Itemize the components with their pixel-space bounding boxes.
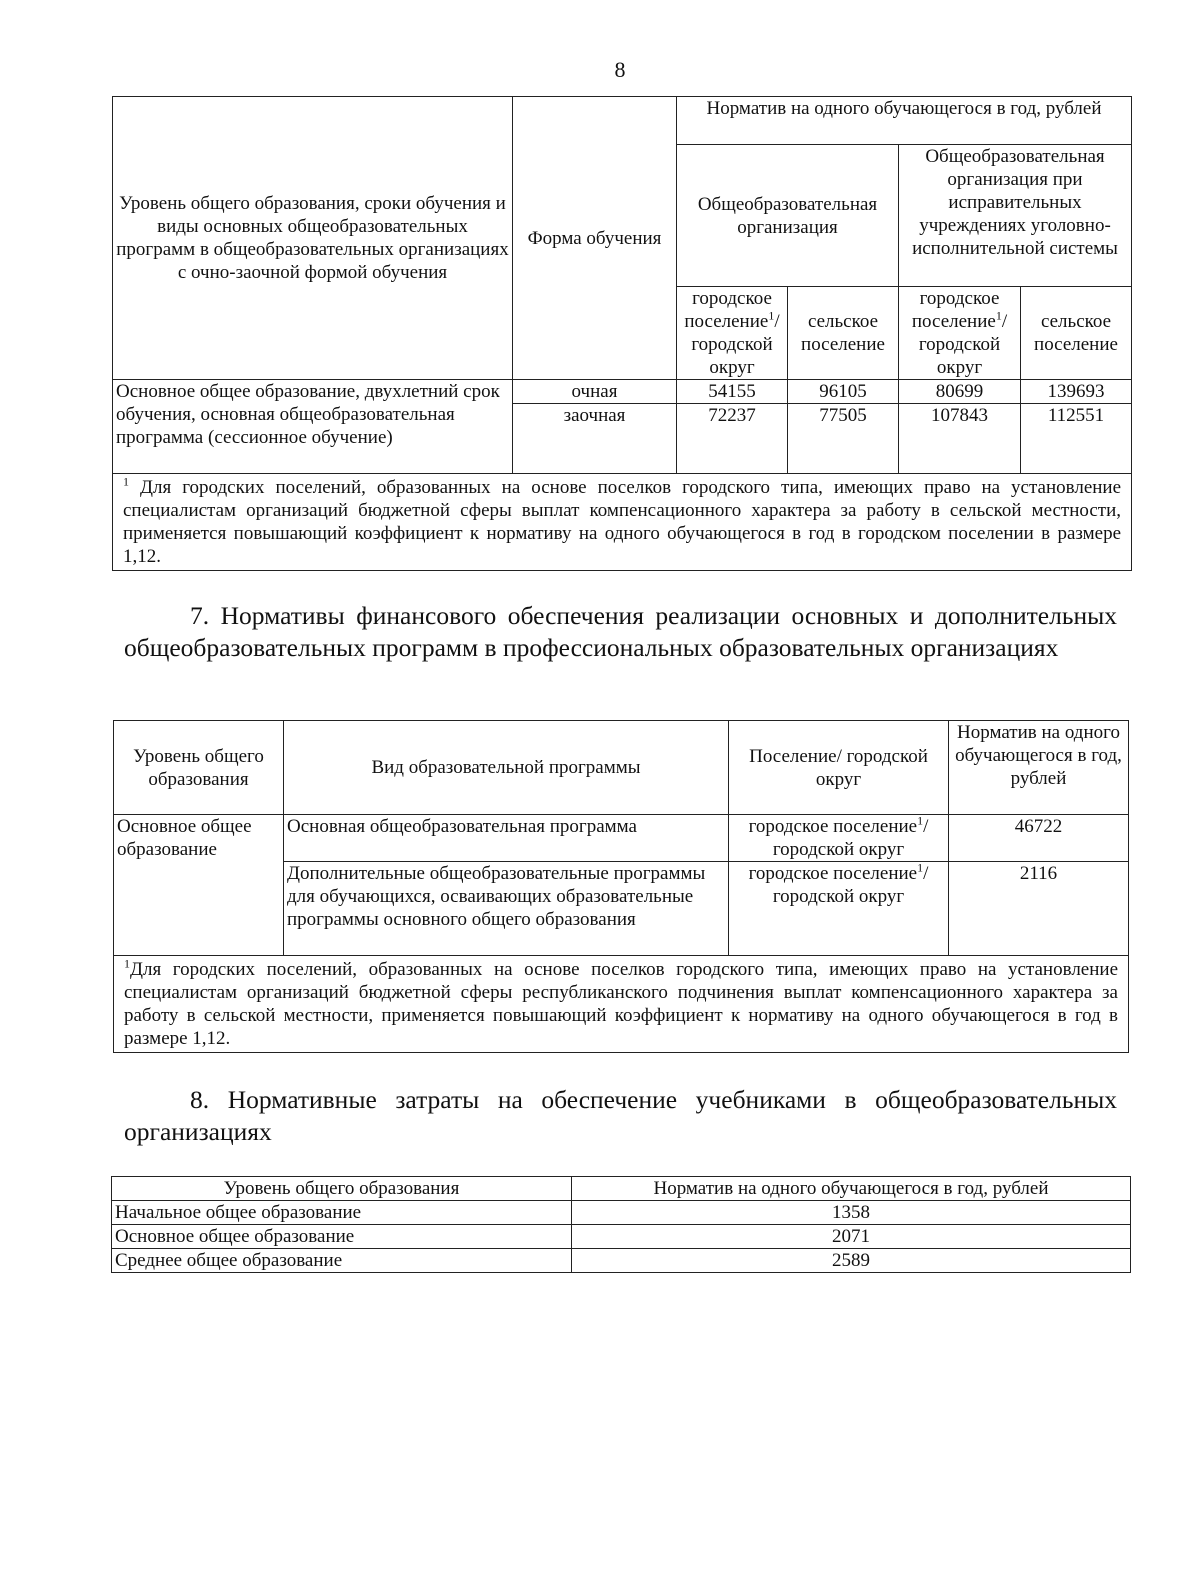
header-org-correctional: Общеобразовательная организация при исправительных учреждениях уголовно-исполнительной системы [899,145,1132,287]
cell-value: 2589 [572,1249,1131,1273]
cell-value: 72237 [677,404,788,474]
cell-value: 1358 [572,1201,1131,1225]
sub-rural-2: сельское поселение [1021,287,1132,380]
header-form: Форма обучения [513,97,677,380]
cell-form: заочная [513,404,677,474]
cell-value: 54155 [677,380,788,404]
cell-value: 2116 [949,862,1129,956]
cell-value: 77505 [788,404,899,474]
header-level: Уровень общего образования [114,721,284,815]
header-norm: Норматив на одного обучающегося в год, рублей [677,97,1132,145]
cell-program: Основная общеобразовательная программа [284,815,729,862]
cell-level: Начальное общее образование [112,1201,572,1225]
header-level: Уровень общего образования [112,1177,572,1201]
cell-level: Основное общее образование [112,1225,572,1249]
header-level: Уровень общего образования, сроки обучения и виды основных общеобразовательных программ в общеобразовательных организациях с очно-заочной формой обучения [113,97,513,380]
cell-value: 107843 [899,404,1021,474]
header-program-type: Вид образовательной программы [284,721,729,815]
header-norm: Норматив на одного обучающегося в год, рублей [949,721,1129,815]
header-settlement: Поселение/ городской округ [729,721,949,815]
cell-value: 2071 [572,1225,1131,1249]
section-7-title: 7. Нормативы финансового обеспечения реализации основных и дополнительных общеобразовательных программ в профессиональных образовательных организациях [124,601,1117,662]
section-8-title: 8. Нормативные затраты на обеспечение учебниками в общеобразовательных организациях [124,1085,1117,1146]
cell-settlement: городское поселение$^1$/ городской округ [729,862,949,956]
header-norm: Норматив на одного обучающегося в год, рублей [572,1177,1131,1201]
sub-urban-2: городское поселение$^1$/ городской округ [899,287,1021,380]
footnote: $^1$ Для городских поселений, образованных на основе поселков городского типа, имеющих право на установление специалистам организаций бюджетной сферы выплат компенсационного характера за работу в сельской местности, применяется повышающий коэффициент к нормативу на одного обучающегося в год в городском поселении в размере 1,12. [113,474,1132,571]
cell-value: 112551 [1021,404,1132,474]
cell-value: 80699 [899,380,1021,404]
table-textbook-norms [111,1176,1131,1273]
footnote: $^1$Для городских поселений, образованных на основе поселков городского типа, имеющих право на установление специалистам организаций бюджетной сферы республиканского подчинения выплат компенсационного характера за работу в сельской местности, применяется повышающий коэффициент к нормативу на одного обучающегося в год в размере 1,12. [114,956,1129,1053]
cell-settlement: городское поселение$^1$/ городской округ [729,815,949,862]
cell-value: 139693 [1021,380,1132,404]
cell-level: Основное общее образование [114,815,284,956]
sub-rural-1: сельское поселение [788,287,899,380]
row-label: Основное общее образование, двухлетний срок обучения, основная общеобразовательная программа (сессионное обучение) [113,380,513,474]
cell-level: Среднее общее образование [112,1249,572,1273]
cell-value: 46722 [949,815,1129,862]
table-education-norms [112,96,1132,571]
sub-urban-1: городское поселение$^1$/ городской округ [677,287,788,380]
page-number: 8 [614,57,626,82]
table-professional-norms [113,720,1129,1053]
header-org: Общеобразовательная организация [677,145,899,287]
cell-form: очная [513,380,677,404]
cell-program: Дополнительные общеобразовательные программы для обучающихся, осваивающих образовательные программы основного общего образования [284,862,729,956]
cell-value: 96105 [788,380,899,404]
